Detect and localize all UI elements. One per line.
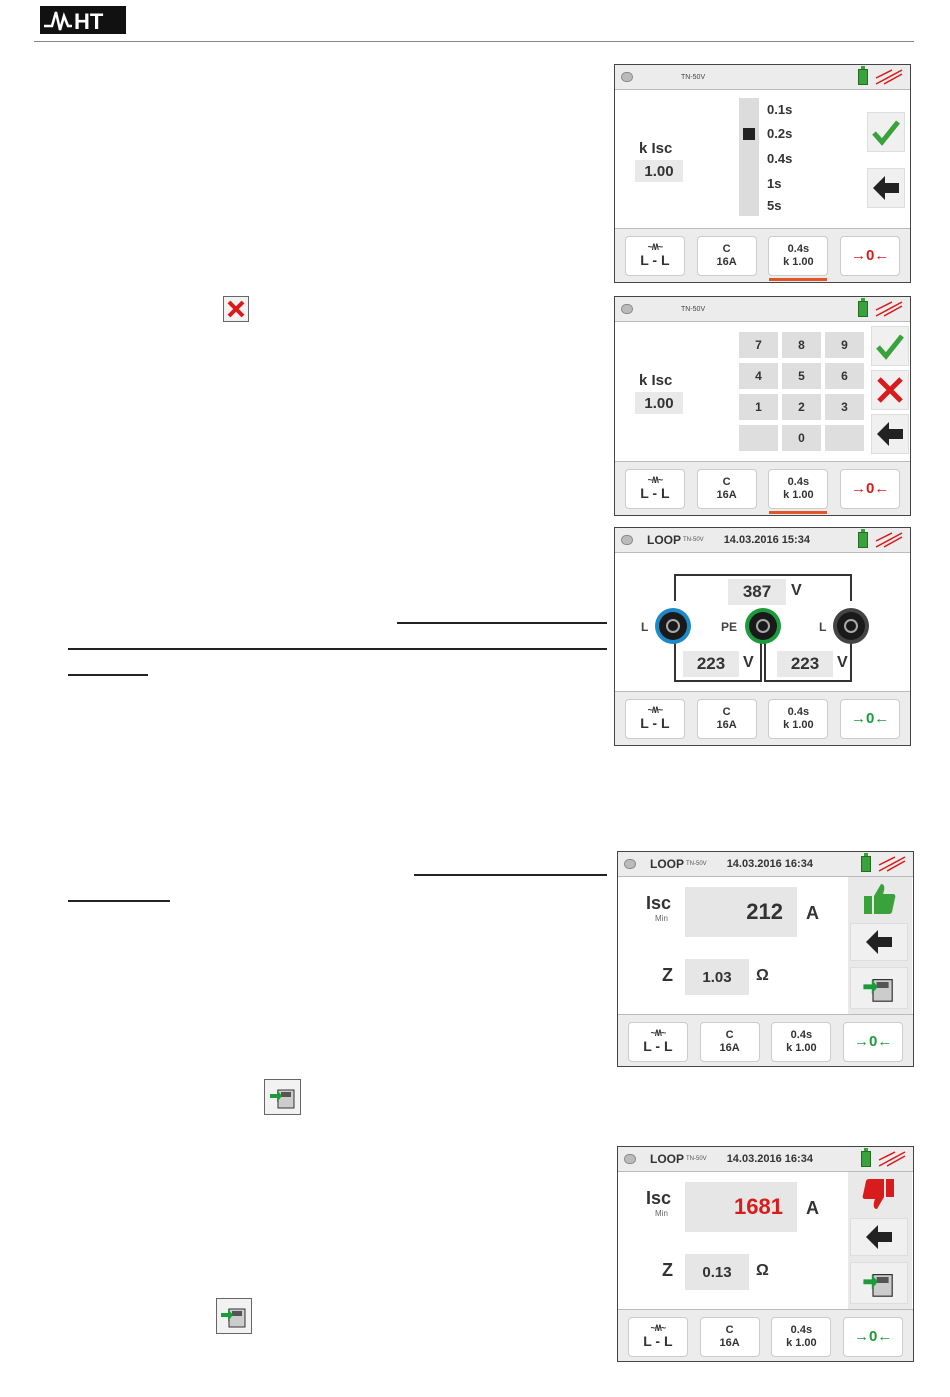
k-label: k Isc bbox=[639, 372, 673, 389]
close-icon bbox=[875, 375, 905, 405]
zero-button[interactable]: →0← bbox=[840, 699, 900, 739]
voltage-l-l: 387 bbox=[728, 579, 786, 605]
time-k-button[interactable]: 0.4s k 1.00 bbox=[768, 699, 828, 739]
save-icon bbox=[861, 1265, 897, 1301]
curve-button[interactable]: C 16A bbox=[700, 1317, 760, 1357]
system-label: TN-50V bbox=[681, 73, 706, 81]
back-button[interactable] bbox=[871, 414, 909, 454]
key-6[interactable]: 6 bbox=[825, 363, 864, 389]
voltage-unit: V bbox=[791, 582, 802, 599]
voltage-l-pe-right: 223 bbox=[777, 651, 833, 677]
function-bar bbox=[615, 228, 910, 282]
datetime: 14.03.2016 15:34 bbox=[723, 534, 810, 546]
arrow-left-icon bbox=[875, 420, 905, 448]
mode-button[interactable]: ~/\/\~ L - L bbox=[628, 1022, 688, 1062]
function-label: LOOP bbox=[650, 857, 685, 871]
probe-icon bbox=[877, 1150, 907, 1168]
time-k-button[interactable]: 0.4s k 1.00 bbox=[771, 1022, 831, 1062]
cancel-icon bbox=[223, 296, 249, 322]
back-button[interactable] bbox=[867, 168, 905, 208]
z-label: Z bbox=[662, 1260, 673, 1280]
menu-icon[interactable] bbox=[624, 859, 636, 869]
device-screen-loop-voltage bbox=[614, 527, 911, 746]
mode-button[interactable]: ~/\/\~ L - L bbox=[628, 1317, 688, 1357]
arrow-left-icon bbox=[864, 1223, 894, 1251]
system-label: TN-50V bbox=[681, 305, 706, 313]
battery-icon bbox=[858, 532, 868, 548]
status-bar bbox=[618, 1147, 913, 1172]
menu-icon[interactable] bbox=[621, 72, 633, 82]
save-icon bbox=[216, 1298, 252, 1334]
time-k-button[interactable]: 0.4s k 1.00 bbox=[768, 469, 828, 509]
time-option[interactable]: 5s bbox=[767, 198, 782, 213]
mode-button[interactable]: ~/\/\~ L - L bbox=[625, 469, 685, 509]
pass-indicator bbox=[850, 879, 908, 919]
arrow-left-icon bbox=[864, 928, 894, 956]
save-icon bbox=[861, 970, 897, 1006]
z-unit: Ω bbox=[756, 1262, 769, 1279]
key-0[interactable]: 0 bbox=[782, 425, 821, 451]
terminal-label-pe: PE bbox=[721, 620, 738, 634]
check-icon bbox=[874, 330, 906, 362]
isc-value: 1681 bbox=[685, 1182, 797, 1232]
time-k-button[interactable]: 0.4s k 1.00 bbox=[771, 1317, 831, 1357]
system-label: TN-50V bbox=[686, 861, 707, 867]
check-icon bbox=[870, 116, 902, 148]
menu-icon[interactable] bbox=[624, 1154, 636, 1164]
confirm-button[interactable] bbox=[871, 326, 909, 366]
function-bar bbox=[618, 1309, 913, 1362]
voltage-unit: V bbox=[837, 654, 848, 671]
time-k-button[interactable]: 0.4s k 1.00 bbox=[768, 236, 828, 276]
time-option[interactable]: 0.2s bbox=[767, 126, 793, 141]
device-screen-result-pass bbox=[617, 851, 914, 1067]
key-5[interactable]: 5 bbox=[782, 363, 821, 389]
terminal-l-blue bbox=[655, 608, 691, 644]
z-label: Z bbox=[662, 965, 673, 985]
device-screen-time-select bbox=[614, 64, 911, 283]
probe-icon bbox=[874, 300, 904, 318]
cancel-button[interactable] bbox=[871, 370, 909, 410]
device-screen-keypad bbox=[614, 296, 911, 516]
scroll-track[interactable] bbox=[739, 98, 759, 216]
time-option[interactable]: 0.4s bbox=[767, 151, 793, 166]
key-3[interactable]: 3 bbox=[825, 394, 864, 420]
screen-body bbox=[618, 877, 913, 1014]
curve-button[interactable]: C 16A bbox=[697, 699, 757, 739]
save-icon bbox=[264, 1079, 301, 1115]
zero-button[interactable]: →0← bbox=[840, 469, 900, 509]
back-button[interactable] bbox=[850, 1218, 908, 1256]
zero-button[interactable]: →0← bbox=[843, 1022, 903, 1062]
text-underline bbox=[414, 874, 607, 876]
back-button[interactable] bbox=[850, 923, 908, 961]
status-bar bbox=[615, 528, 910, 553]
confirm-button[interactable] bbox=[867, 112, 905, 152]
menu-icon[interactable] bbox=[621, 535, 633, 545]
terminal-l-black bbox=[833, 608, 869, 644]
system-label: TN-50V bbox=[686, 1156, 707, 1162]
screen-body bbox=[615, 553, 910, 691]
min-label: Min bbox=[655, 1209, 668, 1218]
key-4[interactable]: 4 bbox=[739, 363, 778, 389]
curve-button[interactable]: C 16A bbox=[700, 1022, 760, 1062]
status-bar bbox=[615, 65, 910, 90]
voltage-l-pe: 223 bbox=[683, 651, 739, 677]
isc-unit: A bbox=[806, 903, 819, 923]
probe-icon bbox=[874, 531, 904, 549]
k-value[interactable]: 1.00 bbox=[635, 160, 683, 182]
battery-icon bbox=[861, 856, 871, 872]
text-underline bbox=[397, 622, 607, 624]
screen-body bbox=[615, 90, 910, 228]
system-label: TN-50V bbox=[683, 537, 704, 543]
key-2[interactable]: 2 bbox=[782, 394, 821, 420]
terminal-label-l: L bbox=[641, 620, 649, 634]
status-bar bbox=[615, 297, 910, 322]
isc-label: Isc bbox=[646, 893, 672, 913]
time-option[interactable]: 0.1s bbox=[767, 102, 793, 117]
function-bar bbox=[615, 461, 910, 515]
isc-unit: A bbox=[806, 1198, 819, 1218]
menu-icon[interactable] bbox=[621, 304, 633, 314]
text-underline bbox=[68, 648, 607, 650]
datetime: 14.03.2016 16:34 bbox=[726, 1153, 813, 1165]
key-9[interactable]: 9 bbox=[825, 332, 864, 358]
z-unit: Ω bbox=[756, 967, 769, 984]
min-label: Min bbox=[655, 914, 668, 923]
probe-icon bbox=[877, 855, 907, 873]
fail-indicator bbox=[850, 1174, 908, 1214]
z-value: 0.13 bbox=[685, 1254, 749, 1290]
function-label: LOOP bbox=[647, 533, 682, 547]
isc-label: Isc bbox=[646, 1188, 672, 1208]
probe-icon bbox=[874, 68, 904, 86]
zero-button[interactable]: →0← bbox=[843, 1317, 903, 1357]
isc-value: 212 bbox=[685, 887, 797, 937]
key-8[interactable]: 8 bbox=[782, 332, 821, 358]
function-label: LOOP bbox=[650, 1152, 685, 1166]
battery-icon bbox=[861, 1151, 871, 1167]
battery-icon bbox=[858, 69, 868, 85]
datetime: 14.03.2016 16:34 bbox=[726, 858, 813, 870]
key-blank[interactable] bbox=[825, 425, 864, 451]
text-underline bbox=[68, 900, 170, 902]
curve-button[interactable]: C 16A bbox=[697, 469, 757, 509]
svg-text:HT: HT bbox=[74, 9, 104, 34]
function-bar bbox=[615, 691, 910, 745]
status-bar bbox=[618, 852, 913, 877]
z-value: 1.03 bbox=[685, 959, 749, 995]
k-value[interactable]: 1.00 bbox=[635, 392, 683, 414]
terminal-label-l: L bbox=[819, 620, 827, 634]
arrow-left-icon bbox=[871, 174, 901, 202]
key-blank[interactable] bbox=[739, 425, 778, 451]
screen-body bbox=[615, 322, 910, 461]
curve-button[interactable]: C 16A bbox=[697, 236, 757, 276]
zero-button[interactable]: →0← bbox=[840, 236, 900, 276]
mode-button[interactable]: ~/\/\~ L - L bbox=[625, 236, 685, 276]
selection-marker bbox=[743, 128, 755, 140]
thumbs-up-icon bbox=[861, 881, 897, 917]
text-underline bbox=[68, 674, 148, 676]
function-bar bbox=[618, 1014, 913, 1067]
voltage-unit: V bbox=[743, 654, 754, 671]
terminal-pe-green bbox=[745, 608, 781, 644]
k-label: k Isc bbox=[639, 140, 673, 157]
key-7[interactable]: 7 bbox=[739, 332, 778, 358]
ht-logo bbox=[40, 4, 130, 36]
device-screen-result-fail bbox=[617, 1146, 914, 1362]
save-button[interactable] bbox=[850, 1262, 908, 1304]
thumbs-down-icon bbox=[861, 1176, 897, 1212]
save-button[interactable] bbox=[850, 967, 908, 1009]
header-rule bbox=[34, 41, 914, 42]
mode-button[interactable]: ~/\/\~ L - L bbox=[625, 699, 685, 739]
screen-body bbox=[618, 1172, 913, 1309]
key-1[interactable]: 1 bbox=[739, 394, 778, 420]
battery-icon bbox=[858, 301, 868, 317]
time-option[interactable]: 1s bbox=[767, 176, 782, 191]
